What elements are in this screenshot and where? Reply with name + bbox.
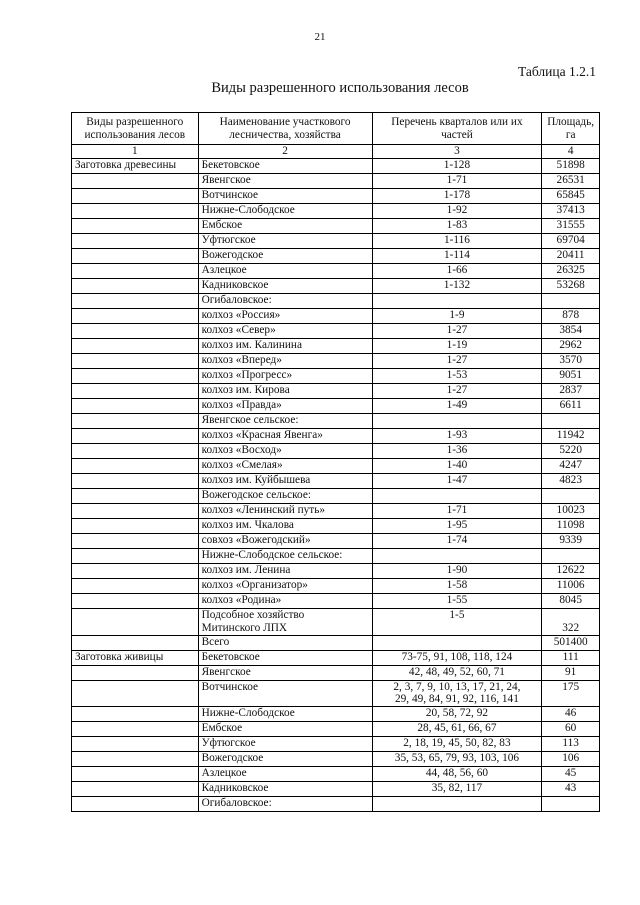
use-type-cell — [72, 414, 199, 429]
forestry-name-cell: колхоз «Ленинский путь» — [198, 504, 372, 519]
area-cell: 60 — [542, 722, 600, 737]
area-cell: 12622 — [542, 564, 600, 579]
table-row — [72, 504, 600, 519]
area-cell — [542, 294, 600, 309]
area-cell — [542, 549, 600, 564]
use-type-cell — [72, 635, 199, 650]
table-row — [72, 414, 600, 429]
table-row — [72, 609, 600, 636]
forestry-name-cell: Азлецкое — [198, 264, 372, 279]
forestry-name-cell: колхоз им. Кирова — [198, 384, 372, 399]
use-type-cell — [72, 707, 199, 722]
use-type-cell — [72, 564, 199, 579]
table-row — [72, 309, 600, 324]
table-body — [72, 159, 600, 812]
quarters-cell: 1-93 — [372, 429, 542, 444]
forestry-name-cell: Уфтюгское — [198, 737, 372, 752]
quarters-cell: 73-75, 91, 108, 118, 124 — [372, 650, 542, 665]
quarters-cell: 1-58 — [372, 579, 542, 594]
area-cell: 11098 — [542, 519, 600, 534]
use-type-cell: Заготовка живицы — [72, 650, 199, 665]
use-type-cell — [72, 737, 199, 752]
forestry-name-cell: колхоз им. Чкалова — [198, 519, 372, 534]
forestry-name-cell: колхоз «Смелая» — [198, 459, 372, 474]
use-type-cell — [72, 594, 199, 609]
use-type-cell — [72, 722, 199, 737]
area-cell: 4247 — [542, 459, 600, 474]
forestry-name-cell: Нижне-Слободское — [198, 707, 372, 722]
quarters-cell: 1-95 — [372, 519, 542, 534]
area-cell: 45 — [542, 767, 600, 782]
forestry-name-cell: Всего — [198, 635, 372, 650]
area-cell: 69704 — [542, 234, 600, 249]
forestry-name-cell: колхоз «Вперед» — [198, 354, 372, 369]
quarters-cell — [372, 549, 542, 564]
quarters-cell: 1-19 — [372, 339, 542, 354]
column-number: 1 — [72, 145, 199, 159]
quarters-cell — [372, 635, 542, 650]
area-cell: 91 — [542, 665, 600, 680]
area-cell: 6611 — [542, 399, 600, 414]
quarters-cell: 20, 58, 72, 92 — [372, 707, 542, 722]
quarters-line: 29, 49, 84, 91, 92, 116, 141 — [395, 693, 519, 706]
quarters-cell: 1-74 — [372, 534, 542, 549]
area-cell: 10023 — [542, 504, 600, 519]
forestry-name-cell: колхоз им. Куйбышева — [198, 474, 372, 489]
quarters-cell: 1-83 — [372, 219, 542, 234]
table-row — [72, 534, 600, 549]
table-row — [72, 234, 600, 249]
forestry-name-cell: совхоз «Вожегодский» — [198, 534, 372, 549]
column-number-row — [72, 145, 600, 159]
table-row — [72, 797, 600, 812]
table-row — [72, 294, 600, 309]
area-cell — [542, 414, 600, 429]
table-row — [72, 782, 600, 797]
quarters-cell — [372, 414, 542, 429]
use-type-cell — [72, 519, 199, 534]
area-cell: 2837 — [542, 384, 600, 399]
area-cell: 37413 — [542, 204, 600, 219]
area-cell: 322 — [542, 609, 600, 636]
quarters-cell — [372, 797, 542, 812]
quarters-cell: 1-9 — [372, 309, 542, 324]
use-type-cell — [72, 489, 199, 504]
table-row — [72, 279, 600, 294]
quarters-cell: 35, 82, 117 — [372, 782, 542, 797]
use-type-cell — [72, 752, 199, 767]
table-row — [72, 249, 600, 264]
table-row — [72, 159, 600, 174]
quarters-line: 2, 3, 7, 9, 10, 13, 17, 21, 24, — [393, 680, 521, 693]
forestry-name-cell: Ембское — [198, 219, 372, 234]
quarters-cell: 1-178 — [372, 189, 542, 204]
use-type-cell — [72, 429, 199, 444]
area-cell: 26325 — [542, 264, 600, 279]
table-row — [72, 767, 600, 782]
table-row — [72, 324, 600, 339]
table-row — [72, 444, 600, 459]
forestry-name-cell: колхоз «Правда» — [198, 399, 372, 414]
use-type-cell — [72, 549, 199, 564]
table-row — [72, 354, 600, 369]
forestry-name-cell: колхоз «Восход» — [198, 444, 372, 459]
area-cell: 175 — [542, 680, 600, 707]
forestry-name-cell — [198, 609, 372, 636]
forestry-name-cell: Кадниковское — [198, 279, 372, 294]
area-cell: 9051 — [542, 369, 600, 384]
forestry-name-cell: Бекетовское — [198, 650, 372, 665]
use-type-cell — [72, 219, 199, 234]
area-cell: 113 — [542, 737, 600, 752]
use-type-cell — [72, 579, 199, 594]
area-cell: 3854 — [542, 324, 600, 339]
column-number: 2 — [198, 145, 372, 159]
forestry-name-cell: Вотчинское — [198, 680, 372, 707]
table-row — [72, 219, 600, 234]
table-row — [72, 429, 600, 444]
use-type-cell — [72, 249, 199, 264]
quarters-cell: 28, 45, 61, 66, 67 — [372, 722, 542, 737]
forestry-name-cell: колхоз «Организатор» — [198, 579, 372, 594]
use-type-cell — [72, 324, 199, 339]
area-cell: 11006 — [542, 579, 600, 594]
quarters-cell: 1-128 — [372, 159, 542, 174]
use-type-cell — [72, 234, 199, 249]
table-row — [72, 752, 600, 767]
quarters-cell: 2, 18, 19, 45, 50, 82, 83 — [372, 737, 542, 752]
use-type-cell — [72, 189, 199, 204]
quarters-cell: 1-90 — [372, 564, 542, 579]
forestry-name-cell: колхоз «Россия» — [198, 309, 372, 324]
table-row — [72, 564, 600, 579]
forestry-name-cell: колхоз «Прогресс» — [198, 369, 372, 384]
table-row — [72, 737, 600, 752]
use-type-cell — [72, 339, 199, 354]
area-cell: 53268 — [542, 279, 600, 294]
header-forestry-name: Наименование участкового лесничества, хозяйства — [198, 113, 372, 145]
forestry-name-cell: Уфтюгское — [198, 234, 372, 249]
quarters-cell: 1-27 — [372, 354, 542, 369]
use-type-cell — [72, 174, 199, 189]
table-row — [72, 474, 600, 489]
column-number: 4 — [542, 145, 600, 159]
area-cell: 111 — [542, 650, 600, 665]
forestry-name-cell: Вожегодское — [198, 249, 372, 264]
use-type-cell — [72, 294, 199, 309]
table-row — [72, 594, 600, 609]
table-label: Таблица 1.2.1 — [518, 64, 596, 79]
quarters-cell: 1-66 — [372, 264, 542, 279]
area-cell: 26531 — [542, 174, 600, 189]
use-type-cell — [72, 279, 199, 294]
area-cell — [542, 489, 600, 504]
forestry-name-cell: Вожегодское — [198, 752, 372, 767]
area-cell: 11942 — [542, 429, 600, 444]
table-row — [72, 650, 600, 665]
use-type-cell — [72, 309, 199, 324]
use-type-cell — [72, 369, 199, 384]
quarters-cell: 1-53 — [372, 369, 542, 384]
area-cell — [542, 797, 600, 812]
quarters-cell: 42, 48, 49, 52, 60, 71 — [372, 665, 542, 680]
area-cell: 46 — [542, 707, 600, 722]
table-row — [72, 174, 600, 189]
forestry-name-cell: Явенгское — [198, 174, 372, 189]
header-use-type: Виды разрешенного использования лесов — [72, 113, 199, 145]
forestry-name-cell: Азлецкое — [198, 767, 372, 782]
use-type-cell — [72, 534, 199, 549]
table-row — [72, 189, 600, 204]
forestry-name-cell: Нижне-Слободское сельское: — [198, 549, 372, 564]
table-row — [72, 519, 600, 534]
use-type-cell — [72, 264, 199, 279]
quarters-cell — [372, 294, 542, 309]
table-row — [72, 384, 600, 399]
table-title: Виды разрешенного использования лесов — [211, 80, 469, 96]
area-cell: 8045 — [542, 594, 600, 609]
forestry-name-line: Митинского ЛПХ — [201, 621, 288, 634]
forestry-name-cell: Огибаловское: — [198, 294, 372, 309]
use-type-cell — [72, 384, 199, 399]
table-row — [72, 264, 600, 279]
quarters-cell: 1-114 — [372, 249, 542, 264]
use-type-cell — [72, 767, 199, 782]
quarters-cell: 1-116 — [372, 234, 542, 249]
area-cell: 2962 — [542, 339, 600, 354]
area-cell: 31555 — [542, 219, 600, 234]
table-row — [72, 635, 600, 650]
use-type-cell — [72, 609, 199, 636]
forestry-name-cell: Вотчинское — [198, 189, 372, 204]
table-row — [72, 459, 600, 474]
column-number: 3 — [372, 145, 542, 159]
forestry-name-line: Подсобное хозяйство — [201, 609, 305, 621]
use-type-cell — [72, 204, 199, 219]
table-row — [72, 680, 600, 707]
header-area: Площадь, га — [542, 113, 600, 145]
forestry-name-cell: Вожегодское сельское: — [198, 489, 372, 504]
forestry-name-cell: Нижне-Слободское — [198, 204, 372, 219]
area-cell: 878 — [542, 309, 600, 324]
area-cell: 65845 — [542, 189, 600, 204]
table-row — [72, 579, 600, 594]
quarters-cell: 1-55 — [372, 594, 542, 609]
area-cell: 43 — [542, 782, 600, 797]
table-row — [72, 204, 600, 219]
forestry-name-cell: колхоз им. Калинина — [198, 339, 372, 354]
quarters-cell — [372, 489, 542, 504]
quarters-cell: 44, 48, 56, 60 — [372, 767, 542, 782]
quarters-cell: 1-47 — [372, 474, 542, 489]
use-type-cell — [72, 797, 199, 812]
quarters-cell: 1-71 — [372, 174, 542, 189]
table-row — [72, 549, 600, 564]
area-cell: 20411 — [542, 249, 600, 264]
table-row — [72, 399, 600, 414]
quarters-cell: 1-27 — [372, 384, 542, 399]
header-row — [72, 113, 600, 145]
table-row — [72, 665, 600, 680]
table-row — [72, 707, 600, 722]
use-type-cell — [72, 504, 199, 519]
area-cell: 501400 — [542, 635, 600, 650]
area-cell: 5220 — [542, 444, 600, 459]
forestry-name-cell: Ембское — [198, 722, 372, 737]
use-type-cell — [72, 399, 199, 414]
quarters-cell: 1-92 — [372, 204, 542, 219]
forest-use-table — [71, 112, 600, 812]
use-type-cell — [72, 444, 199, 459]
forestry-name-cell: Явенгское — [198, 665, 372, 680]
quarters-cell: 35, 53, 65, 79, 93, 103, 106 — [372, 752, 542, 767]
quarters-cell: 1-71 — [372, 504, 542, 519]
forestry-name-cell: Огибаловское: — [198, 797, 372, 812]
table-row — [72, 489, 600, 504]
area-cell: 106 — [542, 752, 600, 767]
quarters-cell: 1-27 — [372, 324, 542, 339]
table-row — [72, 339, 600, 354]
use-type-cell: Заготовка древесины — [72, 159, 199, 174]
forestry-name-cell: колхоз «Родина» — [198, 594, 372, 609]
use-type-cell — [72, 782, 199, 797]
forestry-name-cell: Явенгское сельское: — [198, 414, 372, 429]
area-cell: 9339 — [542, 534, 600, 549]
page-number: 21 — [314, 31, 326, 43]
forestry-name-cell: Кадниковское — [198, 782, 372, 797]
quarters-cell: 1-132 — [372, 279, 542, 294]
use-type-cell — [72, 354, 199, 369]
area-cell: 4823 — [542, 474, 600, 489]
use-type-cell — [72, 665, 199, 680]
table-row — [72, 722, 600, 737]
use-type-cell — [72, 474, 199, 489]
forestry-name-cell: колхоз «Север» — [198, 324, 372, 339]
forestry-name-cell: колхоз им. Ленина — [198, 564, 372, 579]
quarters-cell: 1-40 — [372, 459, 542, 474]
use-type-cell — [72, 680, 199, 707]
forestry-name-cell: колхоз «Красная Явенга» — [198, 429, 372, 444]
quarters-cell: 1-5 — [372, 609, 542, 636]
header-quarters: Перечень кварталов или их частей — [372, 113, 542, 145]
quarters-cell: 1-49 — [372, 399, 542, 414]
table-row — [72, 369, 600, 384]
area-cell: 51898 — [542, 159, 600, 174]
area-cell: 3570 — [542, 354, 600, 369]
quarters-cell: 1-36 — [372, 444, 542, 459]
forestry-name-cell: Бекетовское — [198, 159, 372, 174]
use-type-cell — [72, 459, 199, 474]
quarters-cell — [372, 680, 542, 707]
